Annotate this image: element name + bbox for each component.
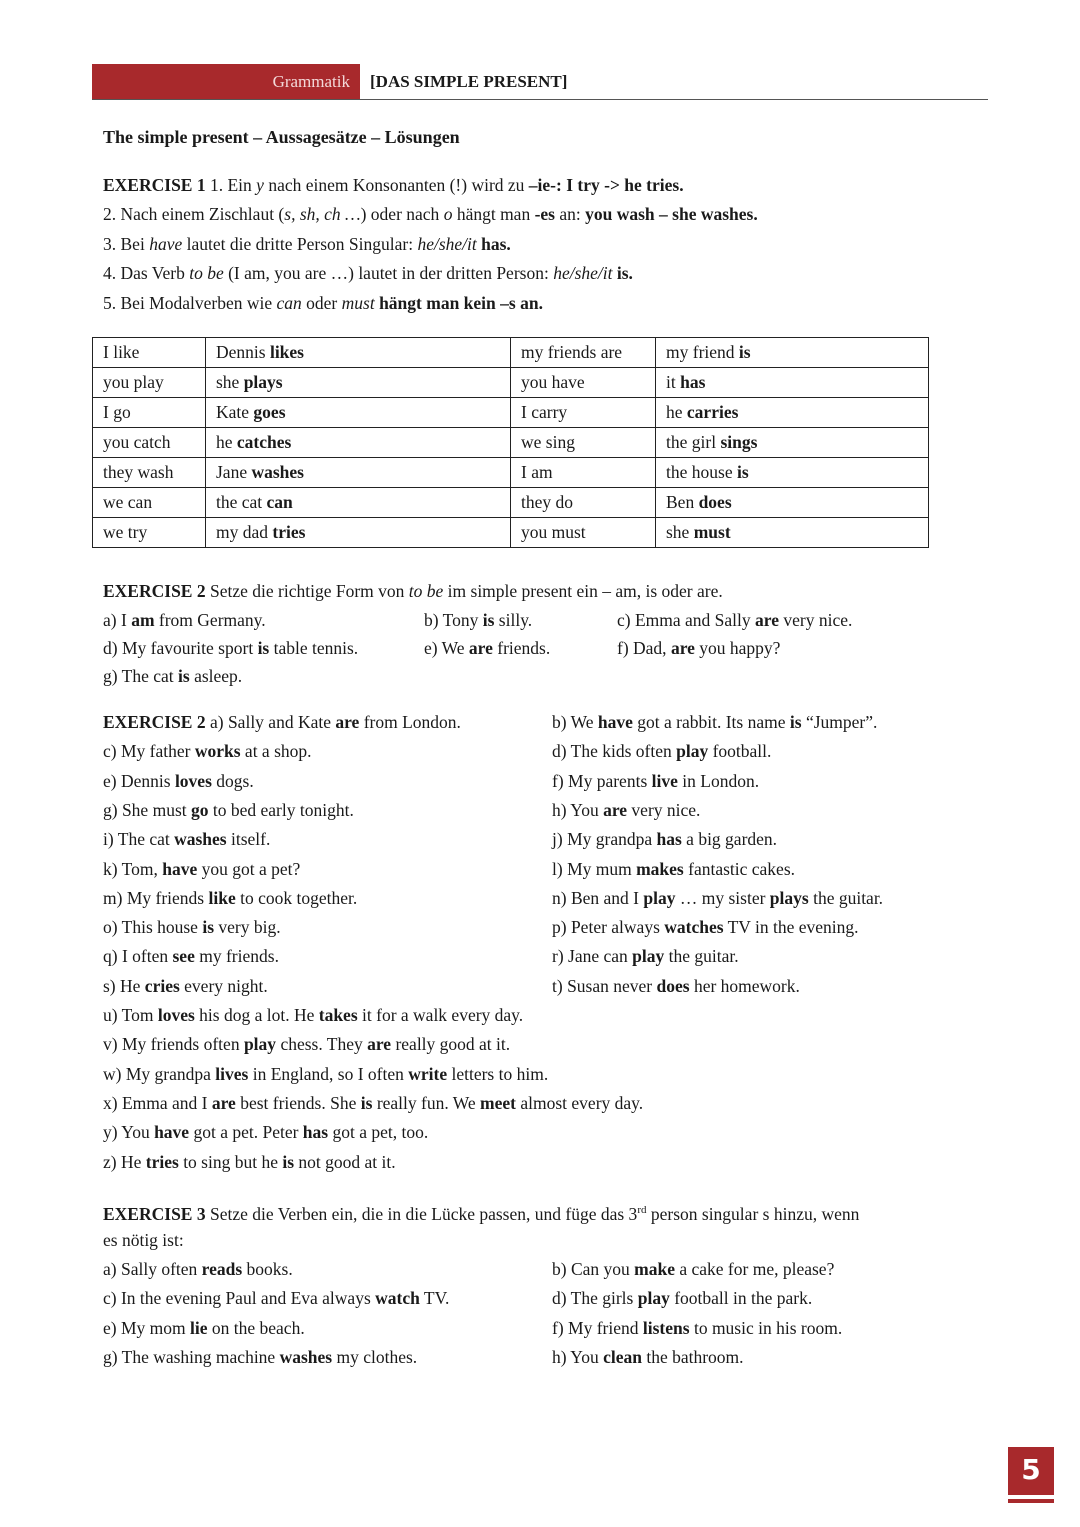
- ex1-label: EXERCISE 1: [103, 175, 206, 195]
- verb-table: [92, 337, 929, 548]
- ex2b-right-item: t) Susan never does her homework.: [552, 975, 800, 996]
- table-row: [93, 488, 929, 518]
- table-cell: my friends are: [511, 338, 656, 368]
- table-row: [93, 518, 929, 548]
- table-cell: I like: [93, 338, 206, 368]
- ex3-right-item: h) You clean the bathroom.: [552, 1346, 744, 1367]
- ex2b-left-item: q) I often see my friends.: [103, 946, 279, 967]
- ex2b-left-item: s) He cries every night.: [103, 975, 268, 996]
- header-section: Grammatik: [272, 72, 350, 91]
- table-cell: my friend is: [656, 338, 929, 368]
- ex2-item-c: c) Emma and Sally are very nice.: [617, 610, 853, 630]
- ex3-left-item: a) Sally often reads books.: [103, 1259, 293, 1279]
- ex2b-right-item: p) Peter always watches TV in the evening.: [552, 917, 859, 938]
- ex3-left-item: c) In the evening Paul and Eva always watch TV.: [103, 1288, 450, 1309]
- ex2b-right-item: n) Ben and I play … my sister plays the guitar.: [552, 887, 884, 908]
- page-number: 5: [1008, 1447, 1054, 1495]
- table-cell: my dad tries: [206, 518, 511, 548]
- ex2-item-b: b) Tony is silly.: [424, 610, 533, 630]
- ex2b-right-item: r) Jane can play the guitar.: [552, 946, 739, 967]
- ex2b-full-item: y) You have got a pet. Peter has got a pet, too.: [103, 1122, 429, 1143]
- ex2b-left-item: g) She must go to bed early tonight.: [103, 799, 354, 820]
- ex2b-right-item: j) My grandpa has a big garden.: [552, 829, 778, 850]
- ex3-right-item: b) Can you make a cake for me, please?: [552, 1259, 835, 1279]
- ex2b-left-item: EXERCISE 2 a) Sally and Kate are from London.: [103, 712, 461, 732]
- table-row: [93, 458, 929, 488]
- ex2-item-g: g) The cat is asleep.: [103, 666, 243, 686]
- table-cell: they do: [511, 488, 656, 518]
- table-cell: they wash: [93, 458, 206, 488]
- ex2-item-d: d) My favourite sport is table tennis.: [103, 638, 359, 658]
- ex2b-full-item: x) Emma and I are best friends. She is really fun. We meet almost every day.: [103, 1092, 644, 1113]
- header-divider: [92, 99, 988, 100]
- ex2b-left-item: k) Tom, have you got a pet?: [103, 858, 301, 879]
- table-cell: I am: [511, 458, 656, 488]
- ex2b-left-item: c) My father works at a shop.: [103, 741, 312, 762]
- ex2-item-e: e) We are friends.: [424, 638, 551, 658]
- ex3-left-item: e) My mom lie on the beach.: [103, 1317, 305, 1338]
- ex2-instructions: EXERCISE 2 Setze die richtige Form von to be im simple present ein – am, is oder are.: [103, 581, 723, 601]
- header-bar: [92, 64, 360, 100]
- ex2b-full-item: u) Tom loves his dog a lot. He takes it for a walk every day.: [103, 1005, 524, 1025]
- ex1-rule-5: 5. Bei Modalverben wie can oder must hängt man kein –s an.: [103, 293, 543, 313]
- ex3-left-item: g) The washing machine washes my clothes.: [103, 1346, 418, 1367]
- ex2b-left-item: m) My friends like to cook together.: [103, 887, 358, 908]
- table-cell: he catches: [206, 428, 511, 458]
- ex2b-full-item: v) My friends often play chess. They are really good at it.: [103, 1034, 511, 1055]
- table-cell: it has: [656, 368, 929, 398]
- table-row: [93, 398, 929, 428]
- table-cell: the girl sings: [656, 428, 929, 458]
- table-row: [93, 428, 929, 458]
- ex1-rule-3: 3. Bei have lautet die dritte Person Singular: he/she/it has.: [103, 234, 511, 254]
- table-cell: the cat can: [206, 488, 511, 518]
- table-cell: you catch: [93, 428, 206, 458]
- table-cell: we can: [93, 488, 206, 518]
- table-row: [93, 368, 929, 398]
- table-cell: she must: [656, 518, 929, 548]
- table-cell: you play: [93, 368, 206, 398]
- table-cell: Jane washes: [206, 458, 511, 488]
- ex2-item-f: f) Dad, are you happy?: [617, 638, 781, 658]
- table-cell: we sing: [511, 428, 656, 458]
- ex2b-right-item: l) My mum makes fantastic cakes.: [552, 858, 796, 879]
- ex2b-right-item: d) The kids often play football.: [552, 741, 772, 762]
- ex1-rule-2: 2. Nach einem Zischlaut (s, sh, ch …) oder nach o hängt man -es an: you wash – she washes.: [103, 204, 758, 224]
- table-cell: he carries: [656, 398, 929, 428]
- ex3-instructions: EXERCISE 3 Setze die Verben ein, die in die Lücke passen, und füge das 3rd person singular s hinzu, wenn: [103, 1203, 860, 1224]
- header-title: [DAS SIMPLE PRESENT]: [370, 72, 568, 91]
- table-cell: I carry: [511, 398, 656, 428]
- table-cell: Ben does: [656, 488, 929, 518]
- ex2-item-a: a) I am from Germany.: [103, 610, 266, 630]
- ex3-right-item: f) My friend listens to music in his room.: [552, 1317, 843, 1338]
- table-cell: the house is: [656, 458, 929, 488]
- ex3-right-item: d) The girls play football in the park.: [552, 1288, 813, 1309]
- page-title: The simple present – Aussagesätze – Lösungen: [103, 127, 460, 147]
- table-row: [93, 338, 929, 368]
- ex2b-full-item: w) My grandpa lives in England, so I often write letters to him.: [103, 1063, 549, 1084]
- ex3-instructions-cont: es nötig ist:: [103, 1230, 184, 1250]
- ex2b-right-item: h) You are very nice.: [552, 799, 701, 820]
- table-cell: we try: [93, 518, 206, 548]
- ex2b-full-item: z) He tries to sing but he is not good at it.: [103, 1151, 396, 1172]
- ex2b-right-item: f) My parents live in London.: [552, 770, 760, 791]
- table-cell: you have: [511, 368, 656, 398]
- ex2b-left-item: o) This house is very big.: [103, 917, 281, 938]
- ex1-rule-1: EXERCISE 1 1. Ein y nach einem Konsonanten (!) wird zu –ie-: I try -> he tries.: [103, 175, 684, 195]
- table-cell: I go: [93, 398, 206, 428]
- ex2b-left-item: e) Dennis loves dogs.: [103, 770, 254, 791]
- ex1-rule-4: 4. Das Verb to be (I am, you are …) lautet in der dritten Person: he/she/it is.: [103, 263, 633, 283]
- page-number-underline: [1008, 1499, 1054, 1503]
- table-cell: she plays: [206, 368, 511, 398]
- ex2b-right-item: b) We have got a rabbit. Its name is “Jumper”.: [552, 712, 878, 732]
- table-cell: you must: [511, 518, 656, 548]
- table-cell: Kate goes: [206, 398, 511, 428]
- table-cell: Dennis likes: [206, 338, 511, 368]
- ex2b-left-item: i) The cat washes itself.: [103, 829, 271, 850]
